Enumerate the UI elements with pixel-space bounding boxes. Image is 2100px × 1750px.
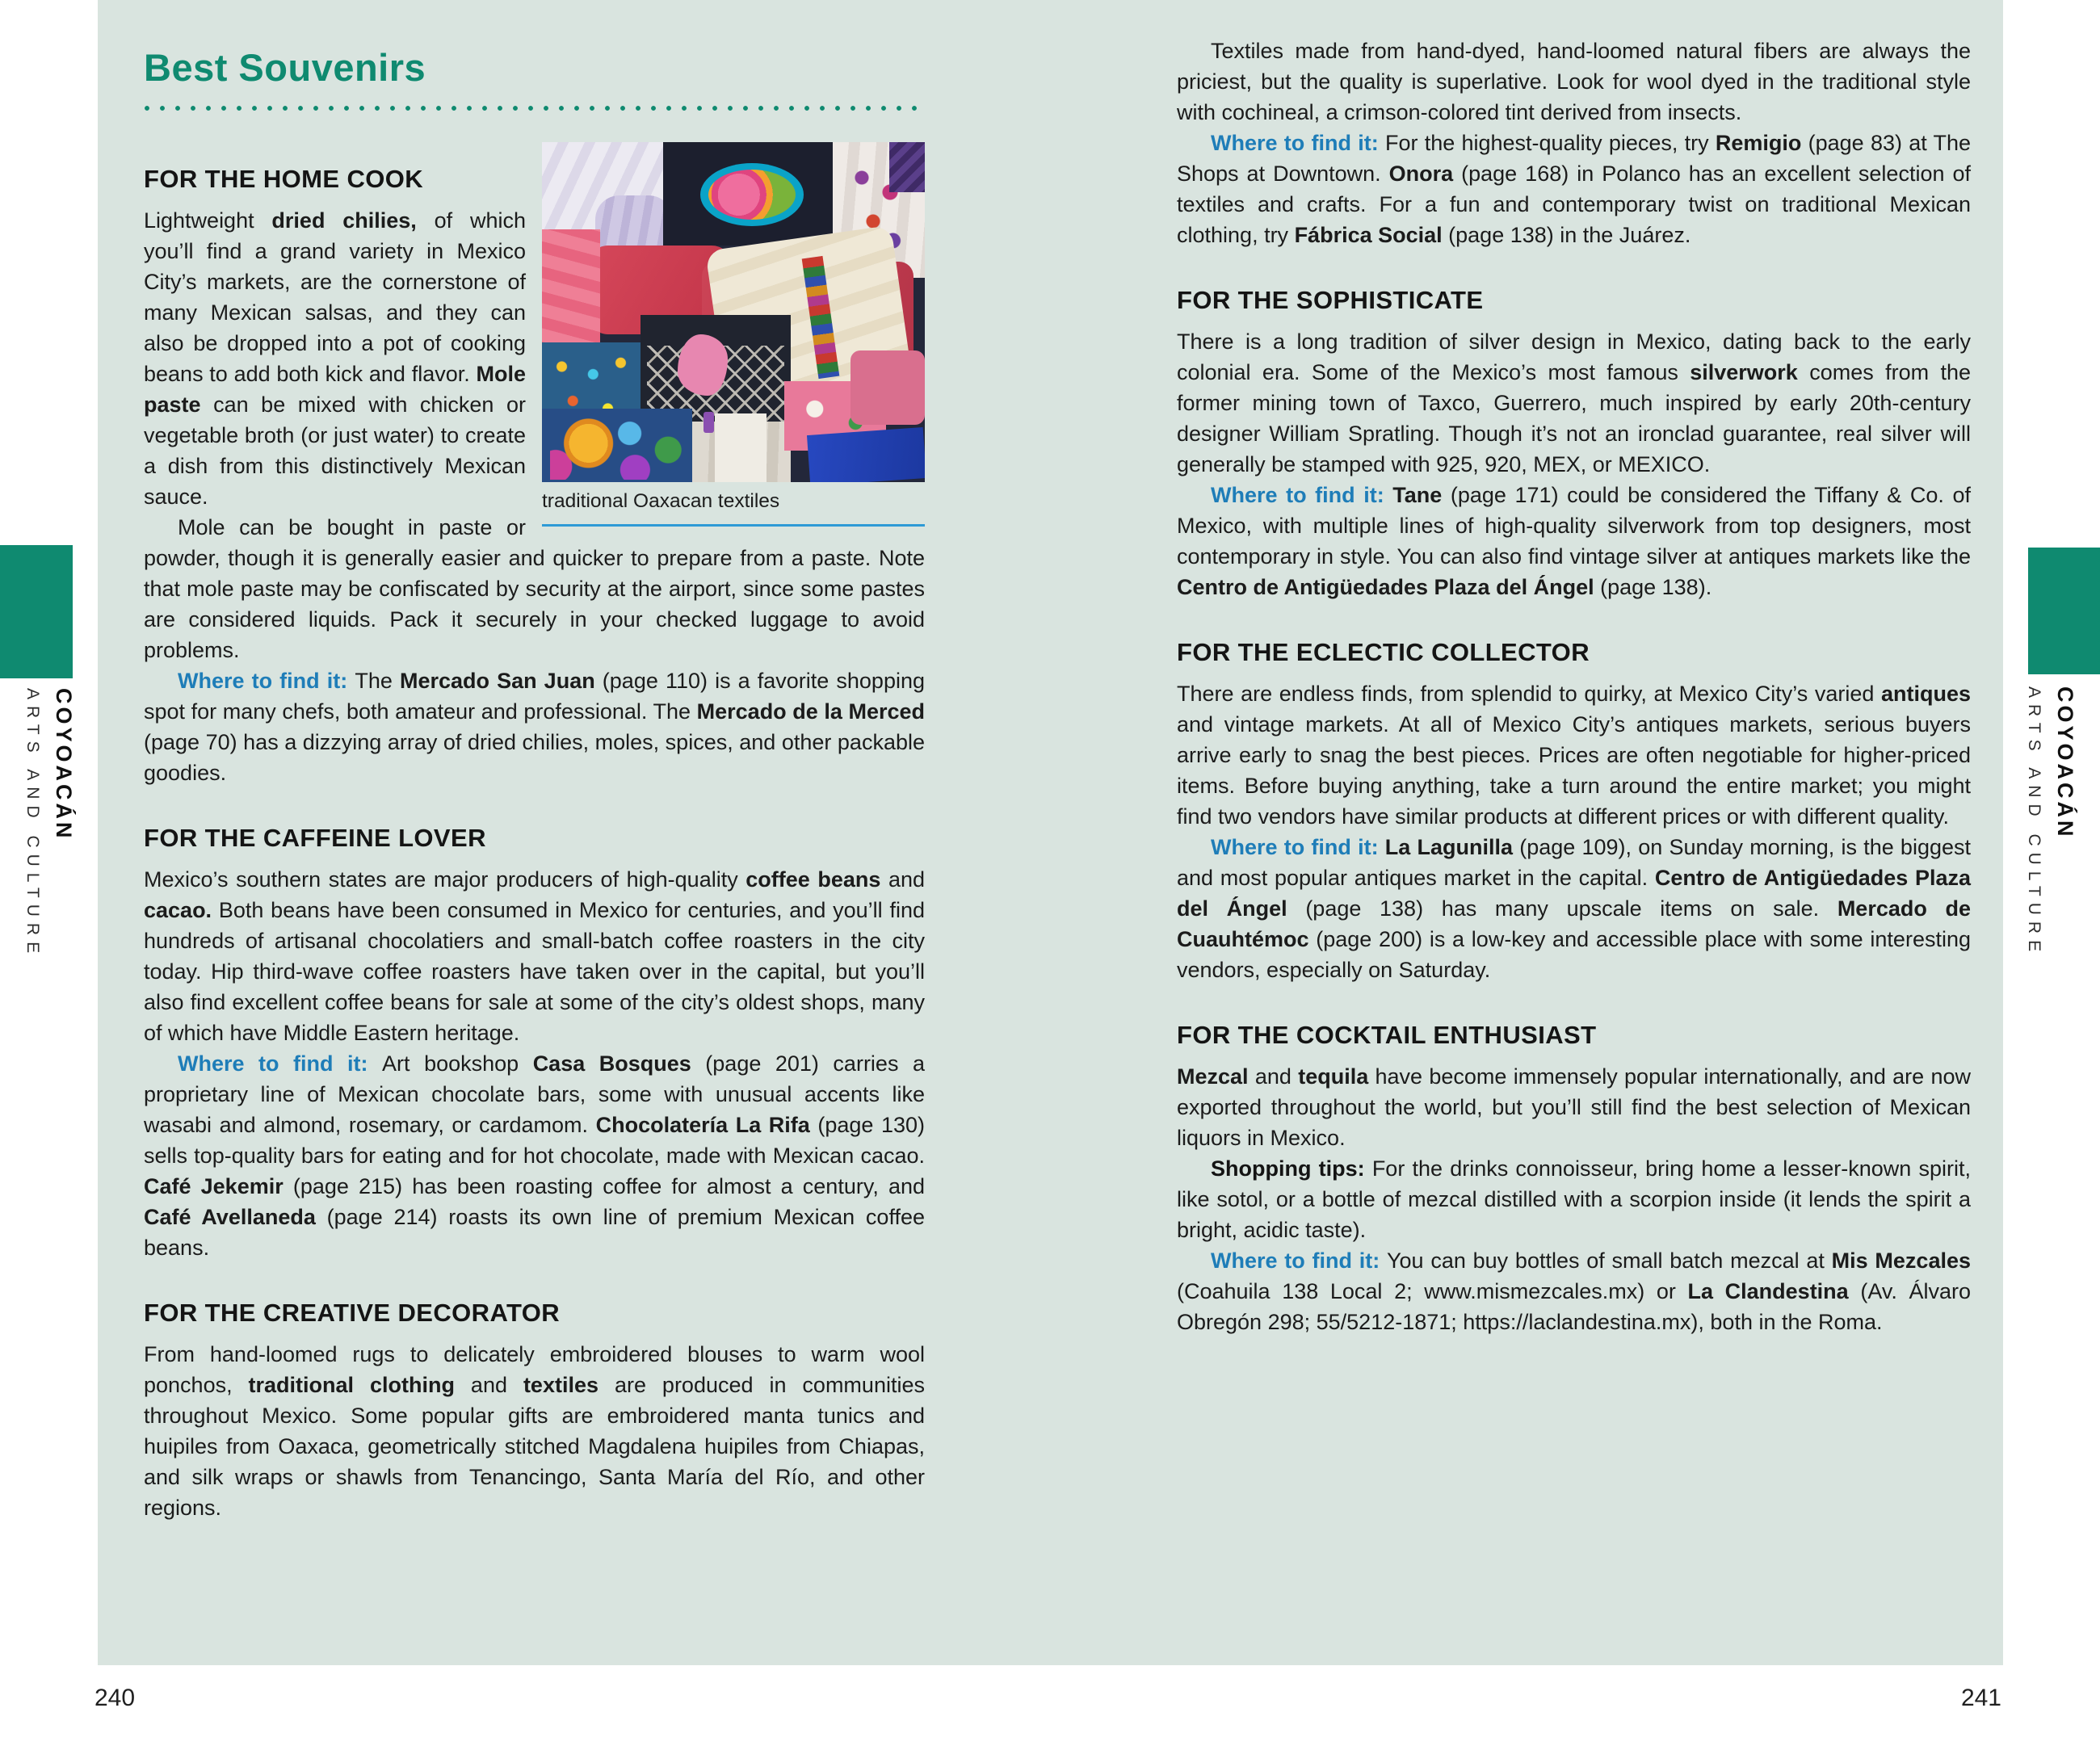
text-run: and (880, 867, 926, 892)
text-run: There is a long tradition of silver design in Mexico, dating back to the early colonial era. Some of the Mexico’s most famous (1177, 329, 1971, 384)
chapter-tab-section-label: ARTS AND CULTURE (2025, 686, 2043, 959)
text-run-wtfi: Where to find it: (1211, 483, 1393, 507)
text-run: and (1248, 1064, 1299, 1089)
body-paragraph (144, 1048, 925, 1263)
chapter-tab-section-label: ARTS AND CULTURE (23, 688, 42, 960)
text-run: (page 138) has many upscale items on sale. (1287, 896, 1838, 921)
body-paragraph (1177, 1153, 1971, 1245)
section-heading: FOR THE SOPHISTICATE (1177, 286, 1484, 314)
chapter-tab-chapter-label: COYOACÁN (2053, 686, 2077, 840)
textile-patch (850, 350, 925, 425)
text-run: (page 83) at The Shops at Downtown. (1177, 131, 1972, 186)
right-page-sections (1177, 36, 1971, 1337)
text-run-b: Centro de Antigüedades Plaza del Ángel (1177, 866, 1971, 921)
text-run: There are endless finds, from splendid to quirky, at Mexico City’s varied (1177, 682, 1881, 706)
body-paragraph (144, 665, 925, 788)
text-run: comes from the former mining town of Taxco, Guerrero, much inspired by early 20th-century designer William Spratling. Though it’s not an ironclad guarantee, real silver will generally be stamped with 925, 920, MEX, or MEXICO. (1177, 360, 1972, 476)
text-run-wtfi: Where to find it: (1211, 1249, 1388, 1273)
chapter-tab-chapter-label: COYOACÁN (52, 688, 76, 841)
text-run: and vintage markets. At all of Mexico City’s antiques markets, serious buyers arrive early to snag the best pieces. Prices are often negotiable for higher-priced items. Before buying anything, take a turn around the entire market; you might find two vendors have similar products at different prices or with different quality. (1177, 712, 1971, 829)
chapter-tab-color-block-right (2028, 548, 2100, 674)
text-run: (page 70) has a dizzying array of dried chilies, moles, spices, and other packable goodies. (144, 730, 925, 785)
text-run: (page 200) is a low-key and accessible place with some interesting vendors, especially on Saturday. (1177, 927, 1971, 982)
page-title: Best Souvenirs (144, 46, 426, 89)
textile-patch (678, 334, 728, 396)
chapter-tab-right (2019, 686, 2082, 958)
body-paragraph (1177, 36, 1971, 128)
section-heading: FOR THE CAFFEINE LOVER (144, 824, 486, 852)
text-run: The (355, 669, 400, 693)
body-paragraph (1177, 326, 1971, 480)
textile-patch (708, 170, 796, 220)
text-run: (page 109), on Sunday morning, is the biggest and most popular antiques market in the capital. (1177, 835, 1971, 890)
text-run-b: Mis Mezcales (1831, 1249, 1971, 1273)
body-paragraph (1177, 1061, 1971, 1153)
text-run-b: Fábrica Social (1294, 223, 1443, 247)
body-paragraph (1177, 678, 1971, 832)
text-run-b: La Lagunilla (1384, 835, 1514, 859)
body-paragraph (144, 512, 925, 665)
text-run-b: Tane (1392, 483, 1443, 507)
text-run-b: Café Avellaneda (144, 1205, 316, 1229)
text-run: Art bookshop (382, 1051, 533, 1076)
text-run: Mexico’s southern states are major producers of high-quality (144, 867, 746, 892)
text-run: (page 138) in the Juárez. (1442, 223, 1691, 247)
section-heading: FOR THE CREATIVE DECORATOR (144, 1299, 561, 1327)
dotted-rule (144, 105, 925, 111)
text-run-b: Casa Bosques (532, 1051, 691, 1076)
text-run: (page 168) in Polanco has an excellent selection of textiles and crafts. For a fun and contemporary twist on traditional Mexican clothing, try (1177, 162, 1971, 247)
textile-patch (550, 413, 687, 480)
textiles-photo (542, 142, 925, 482)
text-run: of which you’ll find a grand variety in Mexico City’s markets, are the cornerstone of many Mexican salsas, and they can also be dropped into a pot of cooking beans to add both kick and flavor. (144, 208, 526, 386)
text-run: (Av. Álvaro Obregón 298; 55/5212-1871; https://laclandestina.mx), both in the Roma. (1177, 1279, 1972, 1334)
text-run-b: traditional clothing (248, 1373, 455, 1397)
textiles-figure (542, 142, 925, 527)
text-run-b: Mole paste (144, 362, 526, 417)
text-run-wtfi: Where to find it: (178, 1051, 383, 1076)
text-run-b: La Clandestina (1687, 1279, 1849, 1303)
body-paragraph (1177, 128, 1971, 250)
text-run: From hand-loomed rugs to delicately embroidered blouses to warm wool ponchos, (144, 1342, 925, 1397)
textile-patch (889, 142, 925, 192)
text-run-b: coffee beans (746, 867, 881, 892)
text-run-b: Mercado de la Merced (696, 699, 925, 724)
text-run: Both beans have been consumed in Mexico for centuries, and you’ll find hundreds of artisanal chocolatiers and small-batch coffee roasters in the city today. Hip third-wave coffee roasters have taken over in the capital, but you’ll also find excellent coffee beans for sale at some of the city’s oldest shops, many of which have Middle Eastern heritage. (144, 898, 925, 1045)
text-run: Lightweight (144, 208, 272, 233)
photo-caption: traditional Oaxacan textiles (542, 490, 925, 527)
text-run-b: dried chilies, (271, 208, 417, 233)
body-paragraph (1177, 1245, 1971, 1337)
section-heading: FOR THE ECLECTIC COLLECTOR (1177, 638, 1590, 666)
text-run-b: Mercado San Juan (399, 669, 595, 693)
text-run-wtfi: Where to find it: (178, 669, 355, 693)
text-run: For the highest-quality pieces, try (1384, 131, 1716, 155)
left-page-column (144, 47, 925, 1523)
text-run-b: silverwork (1690, 360, 1798, 384)
page-number-right: 241 (1960, 1685, 2001, 1711)
textile-patch (807, 427, 925, 482)
body-paragraph (1177, 480, 1971, 602)
text-run-wtfi: Where to find it: (1211, 131, 1385, 155)
text-run: Textiles made from hand-dyed, hand-loomed natural fibers are always the priciest, but the quality is superlative. Look for wool dyed in the traditional style with cochineal, a crimson-colored tint derived from insects. (1177, 39, 1971, 124)
text-run: have become immensely popular internationally, and are now exported throughout the world, but you’ll still find the best selection of Mexican liquors in Mexico. (1177, 1064, 1971, 1150)
text-run: For the drinks connoisseur, bring home a lesser-known spirit, like sotol, or a bottle of mezcal distilled with a scorpion inside (it lends the spirit a bright, acidic taste). (1177, 1156, 1972, 1242)
text-run-b: Café Jekemir (144, 1174, 284, 1198)
text-run-b: Chocolatería La Rifa (595, 1113, 810, 1137)
text-run-b: Centro de Antigüedades Plaza del Ángel (1177, 575, 1594, 599)
text-run: are produced in communities throughout Mexico. Some popular gifts are embroidered manta tunics and huipiles from Oaxaca, geometrically stitched Magdalena huipiles from Chiapas, and silk wraps or shawls from Tenancingo, Santa María del Río, and other regions. (144, 1373, 925, 1520)
text-run-b: Remigio (1715, 131, 1802, 155)
section-heading: FOR THE HOME COOK (144, 165, 424, 193)
text-run-b: textiles (523, 1373, 598, 1397)
text-run: You can buy bottles of small batch mezcal at (1387, 1249, 1832, 1273)
text-run-b: Mercado de Cuauhtémoc (1177, 896, 1972, 951)
text-run: can be mixed with chicken or vegetable broth (or just water) to create a dish from this distinctively Mexican sauce. (144, 392, 526, 509)
body-paragraph (144, 864, 925, 1048)
right-page-column (1177, 36, 1971, 1337)
text-run: (page 201) carries a proprietary line of Mexican chocolate bars, some with unusual accents like wasabi and almond, rosemary, or cardamom. (144, 1051, 925, 1137)
text-run: (Coahuila 138 Local 2; www.mismezcales.mx) or (1177, 1279, 1688, 1303)
text-run: (page 138). (1594, 575, 1712, 599)
text-run-b: Onora (1388, 162, 1454, 186)
text-run: Mole can be bought in paste or powder, though it is generally easier and quicker to prepare from a paste. Note that mole paste may be confiscated by security at the airport, since some pastes are considered liquids. Pack it securely in your checked luggage to avoid problems. (144, 515, 925, 662)
text-run: (page 130) sells top-quality bars for eating and for hot chocolate, made with Mexican cacao. (144, 1113, 925, 1168)
text-run-b: cacao. (144, 898, 212, 922)
text-run-b: Mezcal (1177, 1064, 1249, 1089)
text-run-b: tequila (1298, 1064, 1369, 1089)
page-number-left: 240 (94, 1685, 136, 1711)
text-run: and (454, 1373, 523, 1397)
textile-patch (704, 412, 714, 433)
textile-patch (715, 413, 766, 482)
text-run-wtfi: Where to find it: (1211, 835, 1385, 859)
text-run: (page 171) could be considered the Tiffany & Co. of Mexico, with multiple lines of high-quality silverwork from top designers, most contemporary in style. You can also find vintage silver at antiques markets like the (1177, 483, 1972, 569)
section-heading: FOR THE COCKTAIL ENTHUSIAST (1177, 1021, 1597, 1049)
text-run-tips: Shopping tips: (1211, 1156, 1372, 1181)
body-paragraph (144, 1339, 925, 1523)
chapter-tab-left (18, 688, 81, 959)
chapter-tab-color-block-left (0, 545, 73, 678)
text-run: (page 215) has been roasting coffee for almost a century, and (283, 1174, 926, 1198)
text-run: (page 214) roasts its own line of premium Mexican coffee beans. (144, 1205, 925, 1260)
body-paragraph (1177, 832, 1971, 985)
text-run-b: antiques (1880, 682, 1971, 706)
text-run: (page 110) is a favorite shopping spot for many chefs, both amateur and professional. The (144, 669, 925, 724)
